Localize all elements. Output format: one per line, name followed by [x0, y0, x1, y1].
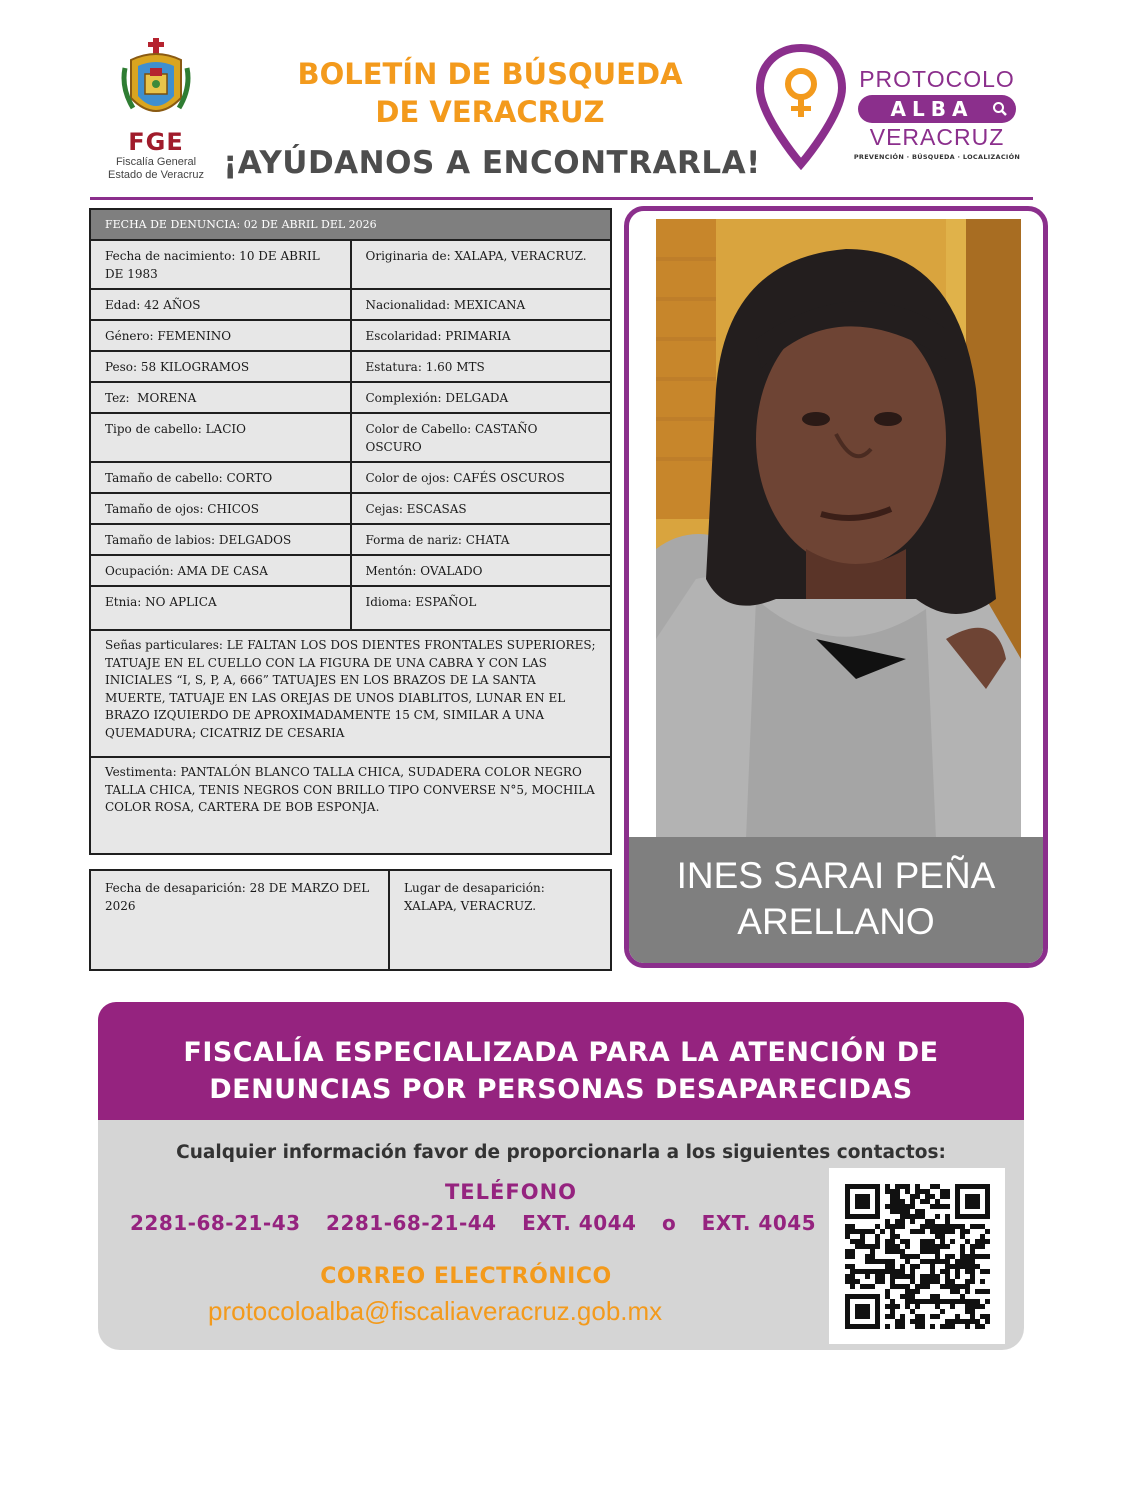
- table-row: [90, 462, 611, 493]
- extension-separator: o: [661, 1211, 677, 1235]
- table-row: [90, 870, 611, 970]
- phone-2[interactable]: 2281-68-21-44: [326, 1211, 497, 1235]
- hair-color-cell: Color de Cabello: CASTAÑO OSCURO: [351, 413, 612, 462]
- photo-card: [624, 206, 1048, 968]
- report-date-cell: FECHA DE DENUNCIA: 02 DE ABRIL DEL 2026: [90, 209, 611, 240]
- table-row: [90, 757, 611, 854]
- table-row: [90, 240, 611, 289]
- table-row: [90, 586, 611, 630]
- age-cell: Edad: 42 AÑOS: [90, 289, 351, 320]
- distinguishing-marks-cell: Señas particulares: LE FALTAN LOS DOS DIENTES FRONTALES SUPERIORES; TATUAJE EN EL CUELLO CON LA FIGURA DE UNA CABRA Y CON LAS INICIALES “I, S, P, A, 666” TATUAJES EN LOS BRAZOS DE LA SANTA MUERTE, TATUAJE EN LAS OREJAS DE UNOS DIABLITOS, LUNAR EN EL BRAZO IZQUIERDO DE APROXIMADAMENTE 15 CM, SIMILAR A UNA QUEMADURA; CICATRIZ DE CESARIA: [90, 630, 611, 757]
- qr-code-icon: [829, 1168, 1005, 1344]
- build-cell: Complexión: DELGADA: [351, 382, 612, 413]
- extension-2: EXT. 4045: [701, 1211, 817, 1235]
- occupation-cell: Ocupación: AMA DE CASA: [90, 555, 351, 586]
- chin-cell: Mentón: OVALADO: [351, 555, 612, 586]
- phone-label: TELÉFONO: [444, 1180, 578, 1204]
- missing-person-photo: [656, 219, 1021, 839]
- nose-shape-cell: Forma de nariz: CHATA: [351, 524, 612, 555]
- alba-pill: [858, 95, 1016, 123]
- ethnicity-cell: Etnia: NO APLICA: [90, 586, 351, 630]
- contact-panel: [98, 1120, 1024, 1350]
- table-row: [90, 630, 611, 757]
- name-line2: ARELLANO: [737, 901, 935, 942]
- qr-code[interactable]: [829, 1168, 1005, 1344]
- hair-type-cell: Tipo de cabello: LACIO: [90, 413, 351, 462]
- height-cell: Estatura: 1.60 MTS: [351, 351, 612, 382]
- contact-intro: Cualquier información favor de proporcionarla a los siguientes contactos:: [176, 1142, 946, 1163]
- fge-name-line2: Estado de Veracruz: [107, 169, 204, 181]
- table-row: [90, 289, 611, 320]
- alba-protocolo-text: PROTOCOLO: [859, 66, 1015, 92]
- header-divider: [90, 197, 1033, 200]
- email-label: CORREO ELECTRÓNICO: [320, 1264, 612, 1289]
- protocolo-alba-logo: [756, 44, 1026, 174]
- birth-date-cell: Fecha de nacimiento: 10 DE ABRIL DE 1983: [90, 240, 351, 289]
- eye-color-cell: Color de ojos: CAFÉS OSCUROS: [351, 462, 612, 493]
- disappearance-place-cell: Lugar de desaparición: XALAPA, VERACRUZ.: [389, 870, 611, 970]
- lip-size-cell: Tamaño de labios: DELGADOS: [90, 524, 351, 555]
- nationality-cell: Nacionalidad: MEXICANA: [351, 289, 612, 320]
- help-slogan: ¡AYÚDANOS A ENCONTRARLA!: [223, 145, 761, 181]
- bulletin-title-line2: DE VERACRUZ: [375, 95, 605, 129]
- magnifier-icon: [992, 101, 1008, 117]
- table-row: [90, 493, 611, 524]
- person-portrait-icon: [656, 219, 1021, 839]
- eyebrows-cell: Cejas: ESCASAS: [351, 493, 612, 524]
- banner-line2: DENUNCIAS POR PERSONAS DESAPARECIDAS: [209, 1074, 913, 1105]
- skin-tone-cell: Tez: MORENA: [90, 382, 351, 413]
- protocolo-alba-wordmark: [852, 66, 1022, 161]
- language-cell: Idioma: ESPAÑOL: [351, 586, 612, 630]
- fge-logo: [100, 38, 212, 182]
- bulletin-title-line1: BOLETÍN DE BÚSQUEDA: [297, 57, 683, 91]
- gender-cell: Género: FEMENINO: [90, 320, 351, 351]
- alba-word: ALBA: [890, 97, 974, 121]
- prosecutor-office-banner: [98, 1002, 1024, 1120]
- table-row: [90, 555, 611, 586]
- fge-coat-of-arms-icon: [121, 38, 191, 126]
- bulletin-title: [230, 55, 750, 131]
- fge-abbreviation: FGE: [128, 128, 184, 156]
- disappearance-date-cell: Fecha de desaparición: 28 DE MARZO DEL 2026: [90, 870, 389, 970]
- weight-cell: Peso: 58 KILOGRAMOS: [90, 351, 351, 382]
- disappearance-table: [89, 869, 612, 971]
- table-row: [90, 413, 611, 462]
- table-row: [90, 524, 611, 555]
- missing-person-name: [629, 837, 1043, 963]
- eye-size-cell: Tamaño de ojos: CHICOS: [90, 493, 351, 524]
- table-row: [90, 382, 611, 413]
- person-details-table: [89, 208, 612, 855]
- fge-name-line1: Fiscalía General: [115, 156, 197, 168]
- email-link[interactable]: protocoloalba@fiscaliaveracruz.gob.mx: [208, 1296, 663, 1326]
- extension-1: EXT. 4044: [522, 1211, 637, 1235]
- table-row: [90, 351, 611, 382]
- phone-1[interactable]: 2281-68-21-43: [130, 1211, 301, 1235]
- origin-cell: Originaria de: XALAPA, VERACRUZ.: [351, 240, 612, 289]
- clothing-cell: Vestimenta: PANTALÓN BLANCO TALLA CHICA, SUDADERA COLOR NEGRO TALLA CHICA, TENIS NEGROS CON BRILLO TIPO CONVERSE N°5, MOCHILA COLOR ROSA, CARTERA DE BOB ESPONJA.: [90, 757, 611, 854]
- alba-tagline: PREVENCIÓN · BÚSQUEDA · LOCALIZACIÓN: [853, 153, 1021, 161]
- phone-numbers: [130, 1211, 834, 1235]
- schooling-cell: Escolaridad: PRIMARIA: [351, 320, 612, 351]
- hair-length-cell: Tamaño de cabello: CORTO: [90, 462, 351, 493]
- name-line1: INES SARAI PEÑA: [676, 855, 996, 896]
- banner-line1: FISCALÍA ESPECIALIZADA PARA LA ATENCIÓN DE: [183, 1037, 939, 1068]
- location-pin-female-icon: [756, 44, 846, 170]
- alba-veracruz-text: VERACRUZ: [869, 124, 1005, 150]
- table-row: [90, 320, 611, 351]
